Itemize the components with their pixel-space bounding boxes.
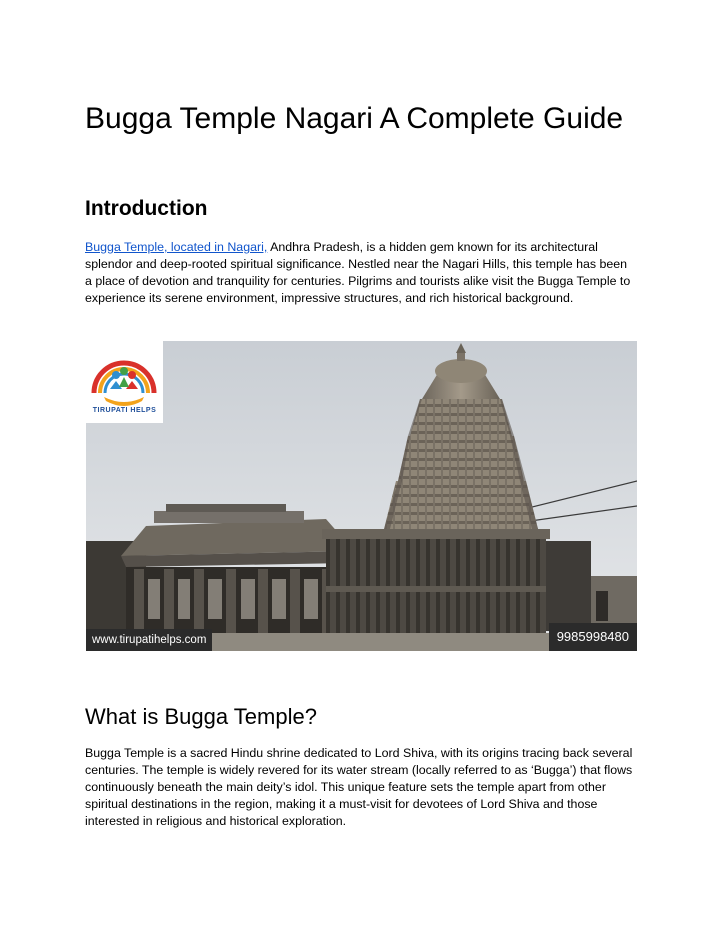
phone-watermark: 9985998480 (549, 623, 637, 651)
what-is-heading: What is Bugga Temple? (85, 704, 317, 729)
document-title: Bugga Temple Nagari A Complete Guide (85, 102, 624, 135)
temple-photo (86, 341, 637, 651)
bugga-temple-link[interactable]: Bugga Temple, located in Nagari, (85, 240, 268, 254)
what-is-paragraph: Bugga Temple is a sacred Hindu shrine dedicated to Lord Shiva, with its origins tracing back several centuries. The temple is widely revered for its water stream (locally referred to as ‘Bugga’) that flows continuously beneath the main deity’s idol. This unique feature sets the temple apart from other spiritual destinations in the region, making it a must-visit for devotees of Lord Shiva and those interested in religious and historical exploration. (85, 746, 633, 828)
introduction-heading: Introduction (85, 197, 208, 220)
introduction-paragraph (85, 239, 637, 307)
introduction-paragraph-text: Andhra Pradesh, is a hidden gem known for its architectural splendor and deep-rooted spiritual significance. Nestled near the Nagari Hills, this temple has been a place of devotion and tranquility for centuries. Pilgrims and tourists alike visit the Bugga Temple to experience its serene environment, impressive structures, and rich historical background. (85, 240, 631, 305)
website-watermark: www.tirupatihelps.com (86, 629, 212, 651)
logo-text: TIRUPATI HELPS (92, 407, 157, 414)
temple-illustration (86, 341, 637, 651)
tirupati-helps-logo (86, 341, 163, 423)
